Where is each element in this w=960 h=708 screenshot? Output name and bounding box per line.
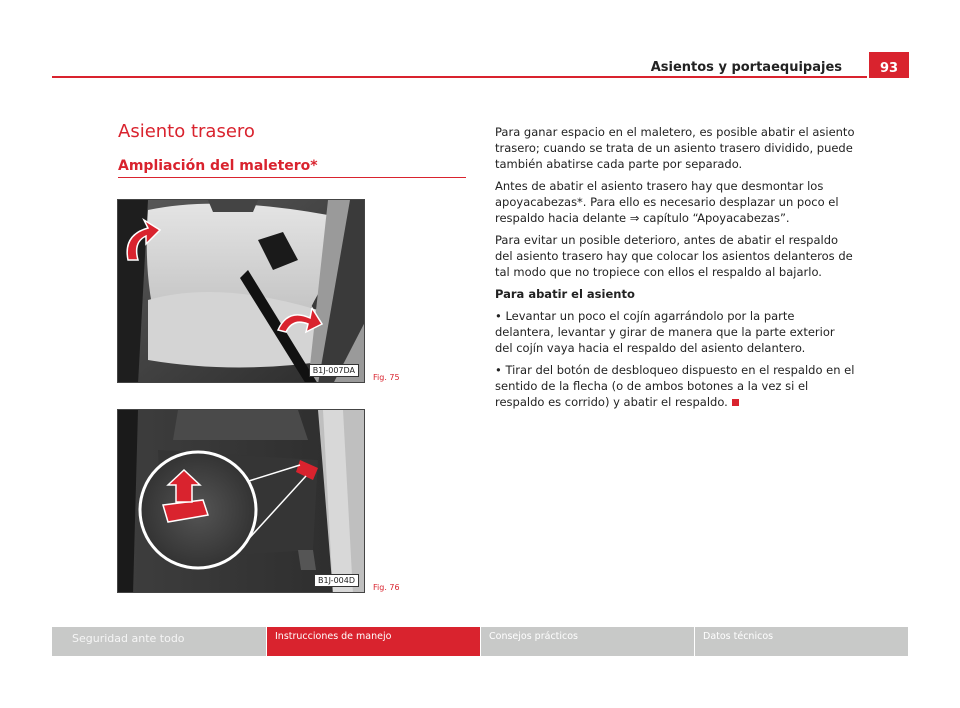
bullet-1: • Levantar un poco el cojín agarrándolo por la parte delantera, levantar y girar de manera que la parte exterior del cojín vaya hacia el respaldo del asiento delantero. xyxy=(495,309,835,355)
figure-76-image xyxy=(117,409,365,593)
body-text xyxy=(495,124,855,416)
tab-consejos[interactable]: Consejos prácticos xyxy=(480,627,694,656)
bullet-2-container xyxy=(495,362,855,410)
figure-75-label: Fig. 75 xyxy=(373,373,400,382)
subsection-title: Ampliación del maletero* xyxy=(118,158,318,174)
section-title: Asiento trasero xyxy=(118,121,255,142)
tab-instrucciones[interactable]: Instrucciones de manejo xyxy=(266,627,480,656)
figure-75-code: B1J-007DA xyxy=(309,364,359,377)
header-divider xyxy=(52,76,867,78)
chapter-title: Asientos y portaequipajes xyxy=(650,60,842,75)
paragraph-1: Para ganar espacio en el maletero, es posible abatir el asiento trasero; cuando se trata de un asiento trasero dividido, puede también abatirse cada parte por separado. xyxy=(495,125,855,171)
tab-seguridad[interactable]: Seguridad ante todo xyxy=(52,627,266,656)
end-of-section-icon xyxy=(732,399,739,406)
figure-76-label: Fig. 76 xyxy=(373,583,400,592)
instructions-heading: Para abatir el asiento xyxy=(495,287,635,301)
footer-navigation xyxy=(52,627,909,656)
paragraph-2: Antes de abatir el asiento trasero hay que desmontar los apoyacabezas*. Para ello es necesario desplazar un poco el respaldo hacia delante ⇒ capítulo “Apoyacabezas”. xyxy=(495,179,839,225)
page-number: 93 xyxy=(869,52,909,78)
tab-datos[interactable]: Datos técnicos xyxy=(694,627,908,656)
figure-76-code: B1J-004D xyxy=(314,574,359,587)
figure-75-image xyxy=(117,199,365,383)
subsection-divider xyxy=(118,177,466,178)
paragraph-3: Para evitar un posible deterioro, antes de abatir el respaldo del asiento trasero hay que colocar los asientos delanteros de tal modo que no tropiece con ellos el respaldo al bajarlo. xyxy=(495,233,853,279)
bullet-2: • Tirar del botón de desbloqueo dispuesto en el respaldo en el sentido de la flecha (o de ambos botones a la vez si el respaldo es corrido) y abatir el respaldo. xyxy=(495,363,855,409)
